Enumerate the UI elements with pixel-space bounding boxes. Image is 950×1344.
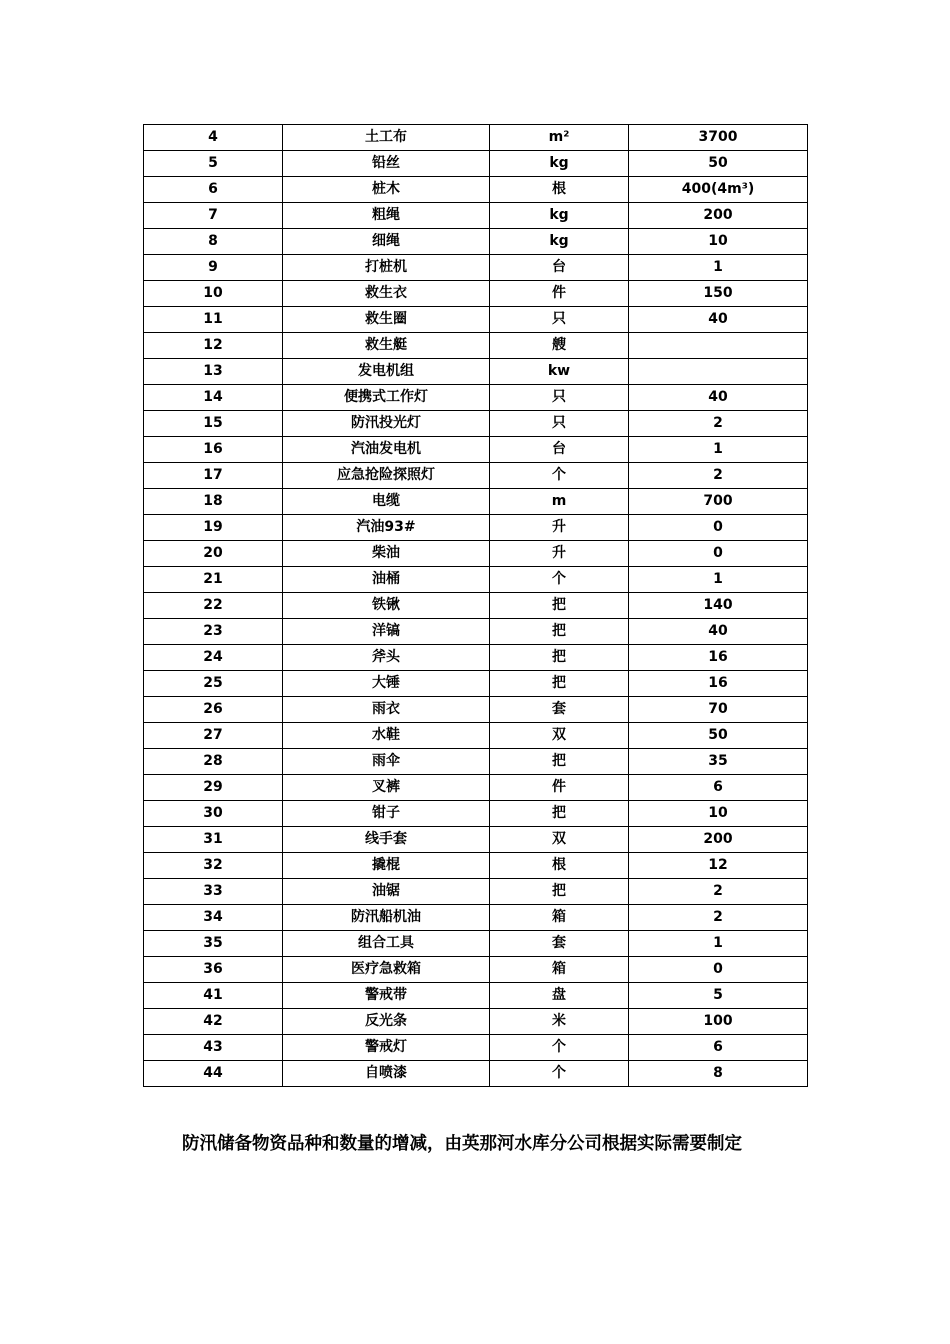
item-name-cell: 汽油发电机	[283, 437, 490, 463]
item-name-cell: 组合工具	[283, 931, 490, 957]
item-name-cell: 便携式工作灯	[283, 385, 490, 411]
unit-cell: 件	[490, 281, 629, 307]
quantity-cell: 0	[629, 541, 808, 567]
row-number-cell: 21	[144, 567, 283, 593]
unit-cell: 把	[490, 749, 629, 775]
quantity-cell: 2	[629, 463, 808, 489]
table-row	[144, 931, 808, 957]
unit-cell: 把	[490, 619, 629, 645]
row-number-cell: 34	[144, 905, 283, 931]
table-row	[144, 307, 808, 333]
item-name-cell: 钳子	[283, 801, 490, 827]
row-number-cell: 9	[144, 255, 283, 281]
row-number-cell: 10	[144, 281, 283, 307]
table-row	[144, 437, 808, 463]
item-name-cell: 斧头	[283, 645, 490, 671]
unit-cell: 根	[490, 177, 629, 203]
table-row	[144, 151, 808, 177]
table-row	[144, 541, 808, 567]
item-name-cell: 大锤	[283, 671, 490, 697]
row-number-cell: 4	[144, 125, 283, 151]
quantity-cell: 2	[629, 905, 808, 931]
row-number-cell: 5	[144, 151, 283, 177]
quantity-cell: 8	[629, 1061, 808, 1087]
unit-cell: m²	[490, 125, 629, 151]
row-number-cell: 8	[144, 229, 283, 255]
table-row	[144, 749, 808, 775]
table-row	[144, 333, 808, 359]
row-number-cell: 7	[144, 203, 283, 229]
item-name-cell: 雨衣	[283, 697, 490, 723]
unit-cell: 升	[490, 515, 629, 541]
table-row	[144, 593, 808, 619]
unit-cell: 箱	[490, 957, 629, 983]
quantity-cell: 50	[629, 723, 808, 749]
unit-cell: 米	[490, 1009, 629, 1035]
row-number-cell: 32	[144, 853, 283, 879]
quantity-cell: 2	[629, 879, 808, 905]
unit-cell: 根	[490, 853, 629, 879]
item-name-cell: 电缆	[283, 489, 490, 515]
unit-cell: 台	[490, 255, 629, 281]
row-number-cell: 25	[144, 671, 283, 697]
item-name-cell: 防汛投光灯	[283, 411, 490, 437]
item-name-cell: 叉裤	[283, 775, 490, 801]
row-number-cell: 19	[144, 515, 283, 541]
unit-cell: 套	[490, 697, 629, 723]
table-row	[144, 125, 808, 151]
supplies-table	[143, 124, 808, 1087]
quantity-cell	[629, 333, 808, 359]
unit-cell: 把	[490, 671, 629, 697]
table-row	[144, 957, 808, 983]
quantity-cell: 50	[629, 151, 808, 177]
row-number-cell: 17	[144, 463, 283, 489]
table-row	[144, 671, 808, 697]
table-row	[144, 619, 808, 645]
footnote: 防汛储备物资品种和数量的增减，由英那河水库分公司根据实际需要制定	[182, 1134, 742, 1154]
quantity-cell: 70	[629, 697, 808, 723]
item-name-cell: 洋镐	[283, 619, 490, 645]
table-row	[144, 281, 808, 307]
quantity-cell	[629, 359, 808, 385]
row-number-cell: 22	[144, 593, 283, 619]
table-row	[144, 463, 808, 489]
quantity-cell: 2	[629, 411, 808, 437]
unit-cell: 把	[490, 593, 629, 619]
table-row	[144, 515, 808, 541]
quantity-cell: 400(4m³)	[629, 177, 808, 203]
row-number-cell: 27	[144, 723, 283, 749]
quantity-cell: 10	[629, 801, 808, 827]
quantity-cell: 1	[629, 255, 808, 281]
unit-cell: m	[490, 489, 629, 515]
row-number-cell: 13	[144, 359, 283, 385]
item-name-cell: 粗绳	[283, 203, 490, 229]
row-number-cell: 18	[144, 489, 283, 515]
unit-cell: 只	[490, 307, 629, 333]
quantity-cell: 40	[629, 385, 808, 411]
quantity-cell: 40	[629, 307, 808, 333]
quantity-cell: 1	[629, 567, 808, 593]
item-name-cell: 救生衣	[283, 281, 490, 307]
item-name-cell: 撬棍	[283, 853, 490, 879]
item-name-cell: 反光条	[283, 1009, 490, 1035]
quantity-cell: 5	[629, 983, 808, 1009]
quantity-cell: 3700	[629, 125, 808, 151]
quantity-cell: 40	[629, 619, 808, 645]
item-name-cell: 自喷漆	[283, 1061, 490, 1087]
quantity-cell: 6	[629, 775, 808, 801]
unit-cell: 盘	[490, 983, 629, 1009]
table-row	[144, 645, 808, 671]
item-name-cell: 防汛船机油	[283, 905, 490, 931]
quantity-cell: 150	[629, 281, 808, 307]
item-name-cell: 油桶	[283, 567, 490, 593]
item-name-cell: 铁锹	[283, 593, 490, 619]
unit-cell: 把	[490, 801, 629, 827]
item-name-cell: 应急抢险探照灯	[283, 463, 490, 489]
row-number-cell: 33	[144, 879, 283, 905]
table-row	[144, 255, 808, 281]
table-row	[144, 827, 808, 853]
quantity-cell: 0	[629, 515, 808, 541]
item-name-cell: 桩木	[283, 177, 490, 203]
quantity-cell: 16	[629, 671, 808, 697]
unit-cell: 件	[490, 775, 629, 801]
item-name-cell: 水鞋	[283, 723, 490, 749]
item-name-cell: 汽油93#	[283, 515, 490, 541]
quantity-cell: 1	[629, 931, 808, 957]
table-row	[144, 229, 808, 255]
row-number-cell: 20	[144, 541, 283, 567]
row-number-cell: 15	[144, 411, 283, 437]
item-name-cell: 雨伞	[283, 749, 490, 775]
row-number-cell: 16	[144, 437, 283, 463]
item-name-cell: 油锯	[283, 879, 490, 905]
row-number-cell: 30	[144, 801, 283, 827]
unit-cell: kg	[490, 229, 629, 255]
row-number-cell: 43	[144, 1035, 283, 1061]
row-number-cell: 29	[144, 775, 283, 801]
row-number-cell: 35	[144, 931, 283, 957]
row-number-cell: 42	[144, 1009, 283, 1035]
table-row	[144, 359, 808, 385]
row-number-cell: 23	[144, 619, 283, 645]
row-number-cell: 44	[144, 1061, 283, 1087]
table-row	[144, 203, 808, 229]
quantity-cell: 100	[629, 1009, 808, 1035]
unit-cell: 个	[490, 1035, 629, 1061]
quantity-cell: 16	[629, 645, 808, 671]
item-name-cell: 发电机组	[283, 359, 490, 385]
row-number-cell: 6	[144, 177, 283, 203]
quantity-cell: 10	[629, 229, 808, 255]
quantity-cell: 0	[629, 957, 808, 983]
row-number-cell: 11	[144, 307, 283, 333]
unit-cell: 只	[490, 385, 629, 411]
unit-cell: 升	[490, 541, 629, 567]
table-row	[144, 411, 808, 437]
row-number-cell: 14	[144, 385, 283, 411]
unit-cell: kg	[490, 203, 629, 229]
row-number-cell: 12	[144, 333, 283, 359]
table-row	[144, 1061, 808, 1087]
table-row	[144, 1035, 808, 1061]
unit-cell: 个	[490, 567, 629, 593]
item-name-cell: 细绳	[283, 229, 490, 255]
unit-cell: 箱	[490, 905, 629, 931]
table-row	[144, 723, 808, 749]
quantity-cell: 6	[629, 1035, 808, 1061]
item-name-cell: 警戒灯	[283, 1035, 490, 1061]
row-number-cell: 41	[144, 983, 283, 1009]
item-name-cell: 线手套	[283, 827, 490, 853]
unit-cell: 只	[490, 411, 629, 437]
item-name-cell: 柴油	[283, 541, 490, 567]
item-name-cell: 救生圈	[283, 307, 490, 333]
table-row	[144, 775, 808, 801]
row-number-cell: 31	[144, 827, 283, 853]
table-row	[144, 1009, 808, 1035]
table-row	[144, 879, 808, 905]
quantity-cell: 200	[629, 827, 808, 853]
row-number-cell: 36	[144, 957, 283, 983]
table-row	[144, 983, 808, 1009]
quantity-cell: 700	[629, 489, 808, 515]
item-name-cell: 铅丝	[283, 151, 490, 177]
table-row	[144, 177, 808, 203]
unit-cell: 把	[490, 645, 629, 671]
table-row	[144, 697, 808, 723]
row-number-cell: 26	[144, 697, 283, 723]
unit-cell: 把	[490, 879, 629, 905]
item-name-cell: 医疗急救箱	[283, 957, 490, 983]
item-name-cell: 土工布	[283, 125, 490, 151]
row-number-cell: 28	[144, 749, 283, 775]
unit-cell: kw	[490, 359, 629, 385]
supplies-table-body	[144, 125, 808, 1087]
quantity-cell: 35	[629, 749, 808, 775]
quantity-cell: 1	[629, 437, 808, 463]
table-row	[144, 385, 808, 411]
quantity-cell: 200	[629, 203, 808, 229]
unit-cell: 双	[490, 723, 629, 749]
quantity-cell: 140	[629, 593, 808, 619]
table-row	[144, 489, 808, 515]
table-row	[144, 853, 808, 879]
unit-cell: 台	[490, 437, 629, 463]
item-name-cell: 打桩机	[283, 255, 490, 281]
unit-cell: 艘	[490, 333, 629, 359]
table-row	[144, 905, 808, 931]
quantity-cell: 12	[629, 853, 808, 879]
unit-cell: 套	[490, 931, 629, 957]
item-name-cell: 救生艇	[283, 333, 490, 359]
row-number-cell: 24	[144, 645, 283, 671]
unit-cell: 个	[490, 1061, 629, 1087]
unit-cell: 双	[490, 827, 629, 853]
unit-cell: 个	[490, 463, 629, 489]
unit-cell: kg	[490, 151, 629, 177]
table-row	[144, 567, 808, 593]
item-name-cell: 警戒带	[283, 983, 490, 1009]
table-row	[144, 801, 808, 827]
